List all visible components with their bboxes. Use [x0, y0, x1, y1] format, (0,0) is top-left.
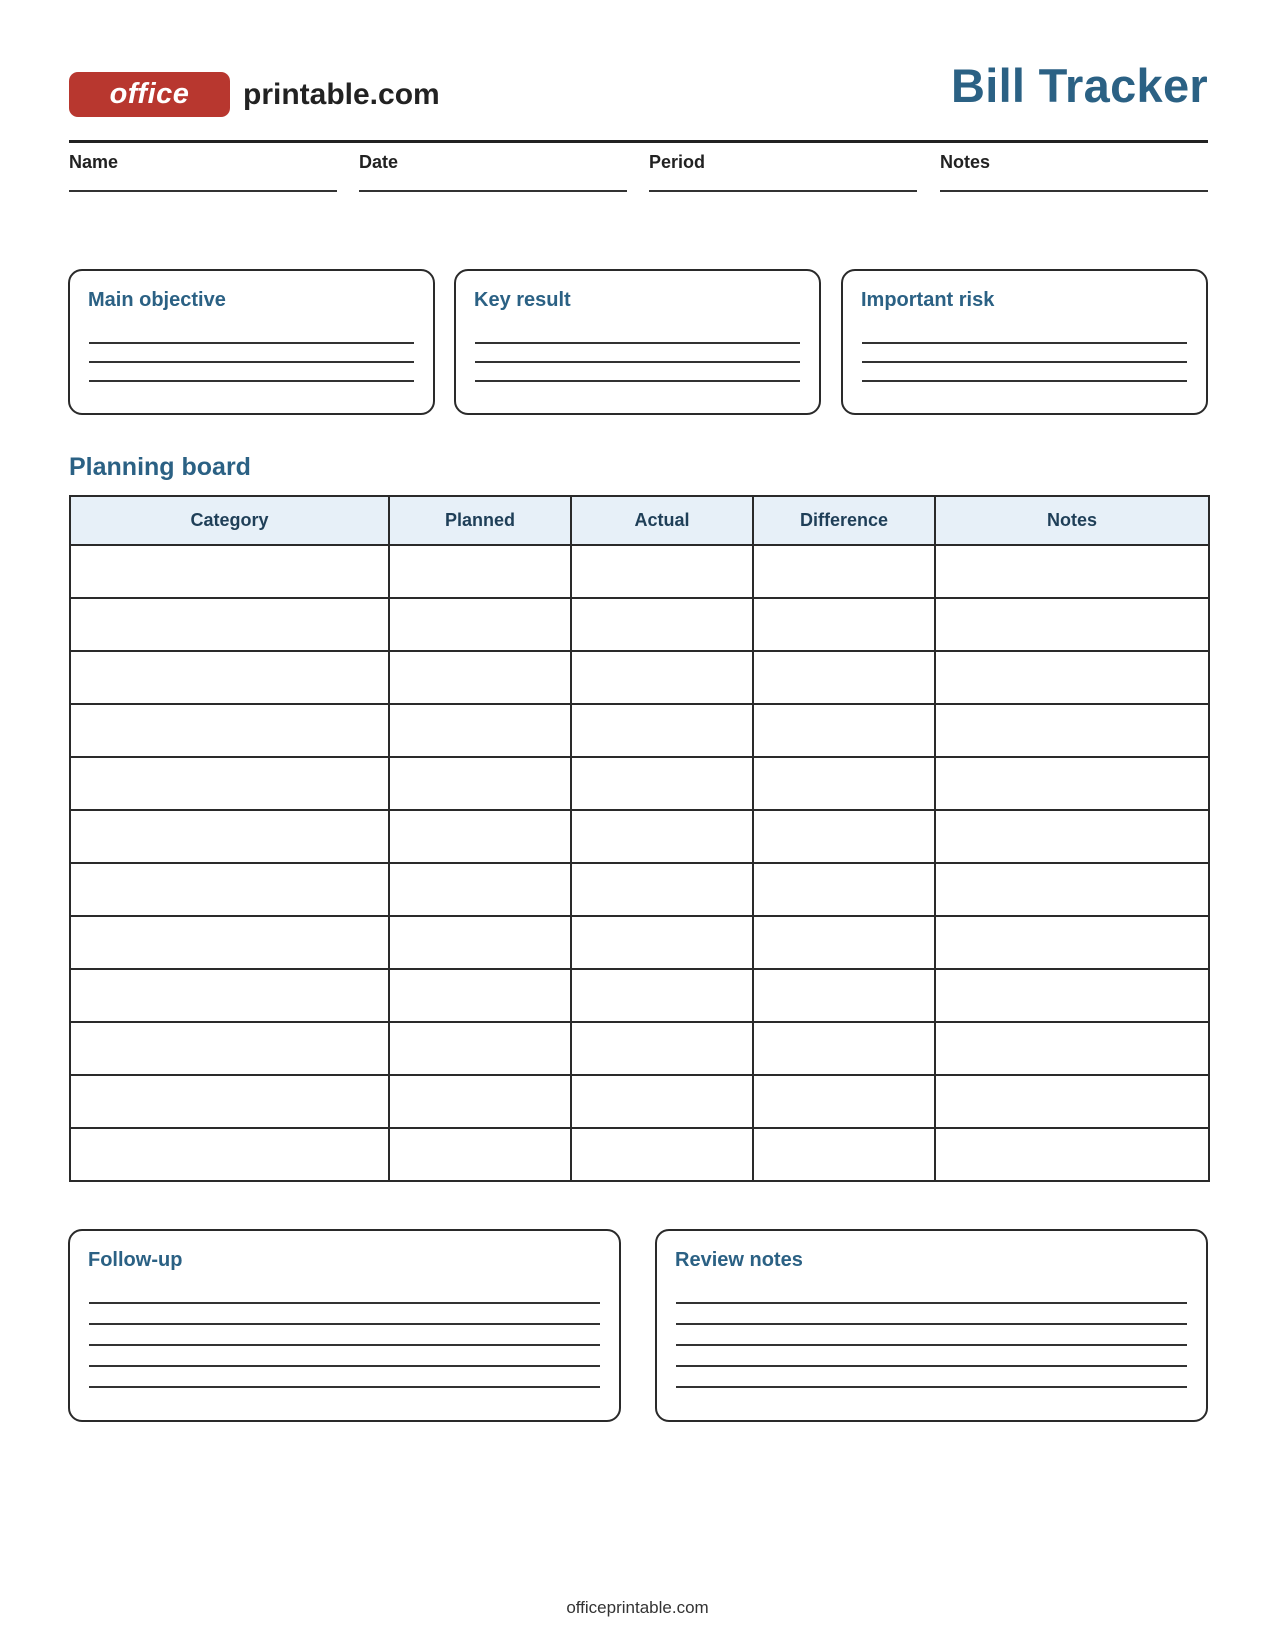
brand-logo	[69, 72, 440, 117]
table-row	[70, 1075, 1209, 1128]
notes-label: Notes	[940, 152, 991, 172]
table-cell[interactable]	[753, 863, 935, 916]
table-row	[70, 863, 1209, 916]
table-cell[interactable]	[571, 863, 753, 916]
table-body	[70, 545, 1209, 1181]
table-cell[interactable]	[389, 863, 571, 916]
writing-line	[89, 342, 414, 344]
date-label: Date	[359, 152, 399, 172]
table-cell[interactable]	[389, 598, 571, 651]
planning-board-table	[69, 495, 1210, 1182]
column-header-difference: Difference	[753, 496, 935, 545]
table-cell[interactable]	[753, 810, 935, 863]
writing-line	[475, 342, 800, 344]
table-header-row	[70, 496, 1209, 545]
table-row	[70, 545, 1209, 598]
table-cell[interactable]	[935, 598, 1209, 651]
table-cell[interactable]	[70, 1022, 389, 1075]
writing-line	[862, 380, 1187, 382]
writing-line	[676, 1323, 1187, 1325]
period-label: Period	[649, 152, 706, 172]
table-cell[interactable]	[571, 810, 753, 863]
period-field[interactable]	[649, 150, 917, 174]
table-cell[interactable]	[70, 1075, 389, 1128]
writing-line	[676, 1365, 1187, 1367]
table-cell[interactable]	[70, 651, 389, 704]
table-cell[interactable]	[70, 704, 389, 757]
table-row	[70, 598, 1209, 651]
key-result-title: Key result	[474, 289, 571, 311]
writing-line	[862, 361, 1187, 363]
table-row	[70, 1128, 1209, 1181]
table-cell[interactable]	[935, 651, 1209, 704]
table-cell[interactable]	[571, 598, 753, 651]
review-notes-title: Review notes	[675, 1249, 803, 1271]
follow-up-title: Follow-up	[88, 1249, 183, 1271]
writing-line	[676, 1302, 1187, 1304]
notes-field[interactable]	[940, 150, 1208, 174]
writing-line	[89, 1386, 600, 1388]
table-cell[interactable]	[935, 810, 1209, 863]
writing-line	[89, 380, 414, 382]
writing-line	[862, 342, 1187, 344]
column-header-actual: Actual	[571, 496, 753, 545]
important-risk-box[interactable]	[841, 269, 1208, 415]
table-cell[interactable]	[935, 916, 1209, 969]
table-cell[interactable]	[753, 757, 935, 810]
table-cell[interactable]	[389, 1075, 571, 1128]
table-cell[interactable]	[389, 1022, 571, 1075]
table-cell[interactable]	[571, 545, 753, 598]
date-line	[359, 190, 627, 192]
column-header-category: Category	[70, 496, 389, 545]
table-cell[interactable]	[753, 545, 935, 598]
table-cell[interactable]	[935, 1128, 1209, 1181]
writing-line	[89, 361, 414, 363]
table-cell[interactable]	[70, 1128, 389, 1181]
column-header-notes: Notes	[935, 496, 1209, 545]
table-cell[interactable]	[753, 1128, 935, 1181]
writing-line	[676, 1344, 1187, 1346]
table-cell[interactable]	[70, 916, 389, 969]
writing-line	[89, 1365, 600, 1367]
footer-url: officeprintable.com	[566, 1598, 709, 1617]
table-cell[interactable]	[753, 969, 935, 1022]
table-cell[interactable]	[571, 1022, 753, 1075]
table-cell[interactable]	[571, 1128, 753, 1181]
notes-line	[940, 190, 1208, 192]
table-cell[interactable]	[935, 863, 1209, 916]
table-cell[interactable]	[571, 757, 753, 810]
table-cell[interactable]	[753, 651, 935, 704]
table-cell[interactable]	[571, 651, 753, 704]
review-notes-box[interactable]	[655, 1229, 1208, 1422]
table-cell[interactable]	[753, 916, 935, 969]
table-cell[interactable]	[389, 810, 571, 863]
table-row	[70, 757, 1209, 810]
table-cell[interactable]	[753, 1075, 935, 1128]
table-cell[interactable]	[571, 704, 753, 757]
table-cell[interactable]	[935, 969, 1209, 1022]
writing-line	[676, 1386, 1187, 1388]
table-cell[interactable]	[389, 757, 571, 810]
table-cell[interactable]	[389, 969, 571, 1022]
writing-line	[89, 1344, 600, 1346]
table-row	[70, 916, 1209, 969]
table-cell[interactable]	[70, 598, 389, 651]
main-objective-box[interactable]	[68, 269, 435, 415]
table-cell[interactable]	[389, 1128, 571, 1181]
table-cell[interactable]	[571, 969, 753, 1022]
table-cell[interactable]	[70, 757, 389, 810]
table-cell[interactable]	[935, 1075, 1209, 1128]
name-label: Name	[69, 152, 119, 172]
table-cell[interactable]	[389, 704, 571, 757]
table-row	[70, 969, 1209, 1022]
follow-up-box[interactable]	[68, 1229, 621, 1422]
table-cell[interactable]	[753, 704, 935, 757]
table-cell[interactable]	[389, 651, 571, 704]
writing-line	[89, 1302, 600, 1304]
column-header-planned: Planned	[389, 496, 571, 545]
planning-board-title: Planning board	[69, 453, 251, 481]
table-cell[interactable]	[70, 810, 389, 863]
table-cell[interactable]	[571, 916, 753, 969]
name-field[interactable]	[69, 150, 337, 174]
important-risk-title: Important risk	[861, 289, 995, 311]
main-objective-title: Main objective	[88, 289, 226, 311]
table-row	[70, 810, 1209, 863]
writing-line	[89, 1323, 600, 1325]
table-cell[interactable]	[753, 1022, 935, 1075]
key-result-box[interactable]	[454, 269, 821, 415]
date-field[interactable]	[359, 150, 627, 174]
period-line	[649, 190, 917, 192]
table-row	[70, 704, 1209, 757]
header-divider	[69, 140, 1208, 143]
name-line	[69, 190, 337, 192]
page-title: Bill Tracker	[950, 59, 1208, 112]
brand-text: printable.com	[243, 77, 440, 111]
table-cell[interactable]	[70, 545, 389, 598]
table-cell[interactable]	[389, 545, 571, 598]
table-cell[interactable]	[70, 969, 389, 1022]
brand-badge: office	[69, 72, 230, 117]
table-row	[70, 1022, 1209, 1075]
table-cell[interactable]	[935, 757, 1209, 810]
table-cell[interactable]	[753, 598, 935, 651]
table-cell[interactable]	[571, 1075, 753, 1128]
writing-line	[475, 380, 800, 382]
table-cell[interactable]	[935, 704, 1209, 757]
writing-line	[475, 361, 800, 363]
table-row	[70, 651, 1209, 704]
table-cell[interactable]	[389, 916, 571, 969]
table-cell[interactable]	[935, 545, 1209, 598]
table-cell[interactable]	[70, 863, 389, 916]
table-cell[interactable]	[935, 1022, 1209, 1075]
